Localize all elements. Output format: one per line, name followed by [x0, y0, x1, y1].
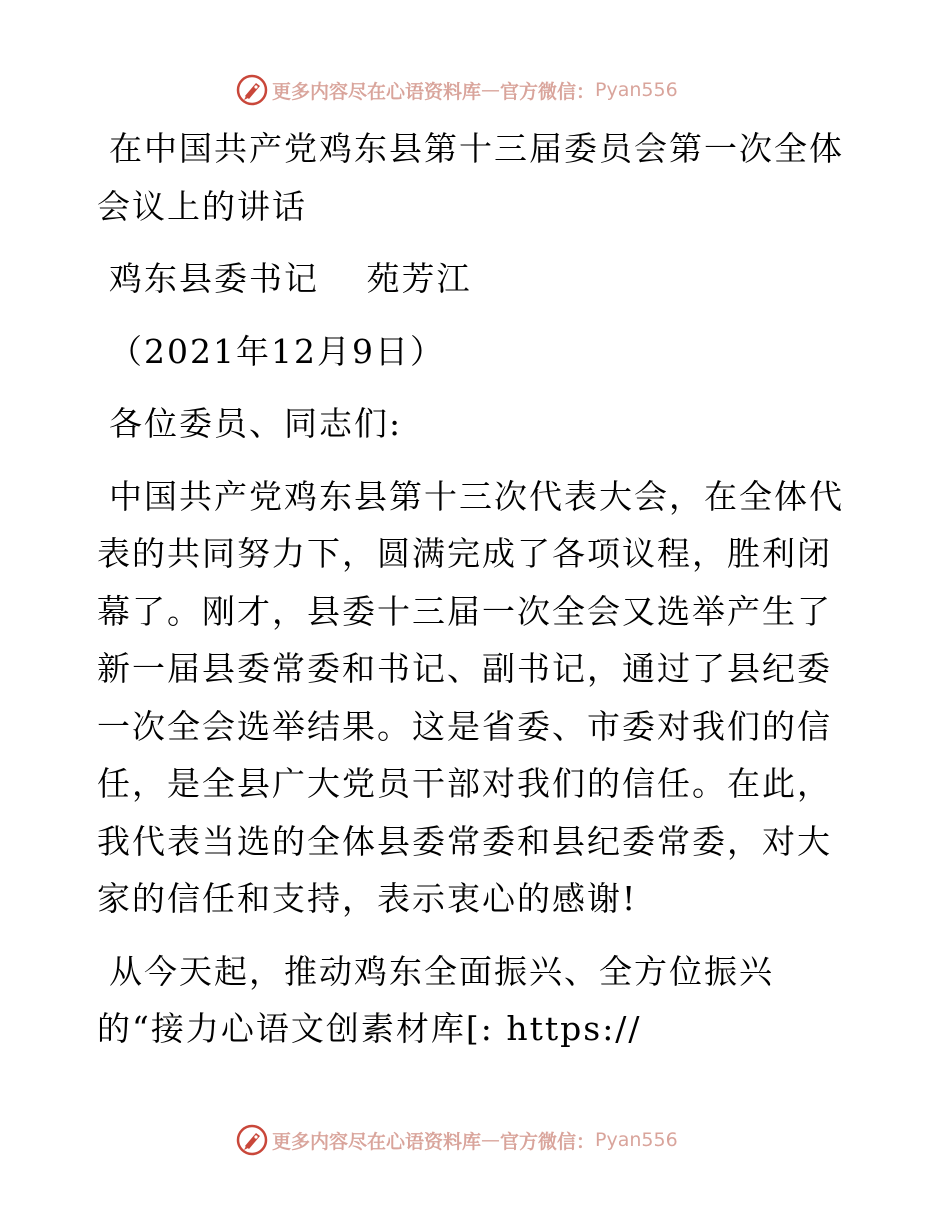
- watermark-wechat-id: Pyan556: [595, 1129, 678, 1151]
- watermark-main-text: 更多内容尽在心语资料库: [272, 1130, 482, 1153]
- watermark-wechat-id: Pyan556: [595, 79, 678, 101]
- document-paragraph-line: 从今天起，推动鸡东全面振兴、全方位振兴: [109, 951, 774, 991]
- document-salutation: 各位委员、同志们:: [109, 404, 403, 443]
- document-body: [97, 120, 857, 1073]
- document-date: （2021年12月9日）: [109, 331, 445, 371]
- document-paragraph: 中国共产党鸡东县第十三次代表大会，在全体代表的共同努力下，圆满完成了各项议程，胜利闭幕了。刚才，县委十三届一次全会又选举产生了新一届县委常委和书记、副书记，通过了县纪委一次全会选举结果。这是省委、市委对我们的信任，是全县广大党员干部对我们的信任。在此，我代表当选的全体县委常委和县纪委常委，对大家的信任和支持，表示衷心的感谢!: [97, 476, 844, 918]
- document-title: 在中国共产党鸡东县第十三届委员会第一次全体会议上的讲话: [97, 129, 844, 226]
- pen-nib-logo-icon: [236, 1124, 268, 1156]
- watermark-banner-top: [236, 72, 678, 108]
- watermark-wechat-label: 官方微信：: [500, 1130, 596, 1153]
- watermark-wechat-label: 官方微信：: [500, 80, 596, 103]
- document-paragraph-line: 的“接力心语文创素材库[: https://: [97, 1009, 642, 1048]
- watermark-separator: —: [481, 79, 501, 101]
- watermark-banner-bottom: [236, 1122, 678, 1158]
- watermark-main-text: 更多内容尽在心语资料库: [272, 80, 482, 103]
- watermark-separator: —: [481, 1129, 501, 1151]
- document-author: 鸡东县委书记 苑芳江: [109, 259, 472, 298]
- pen-nib-logo-icon: [236, 74, 268, 106]
